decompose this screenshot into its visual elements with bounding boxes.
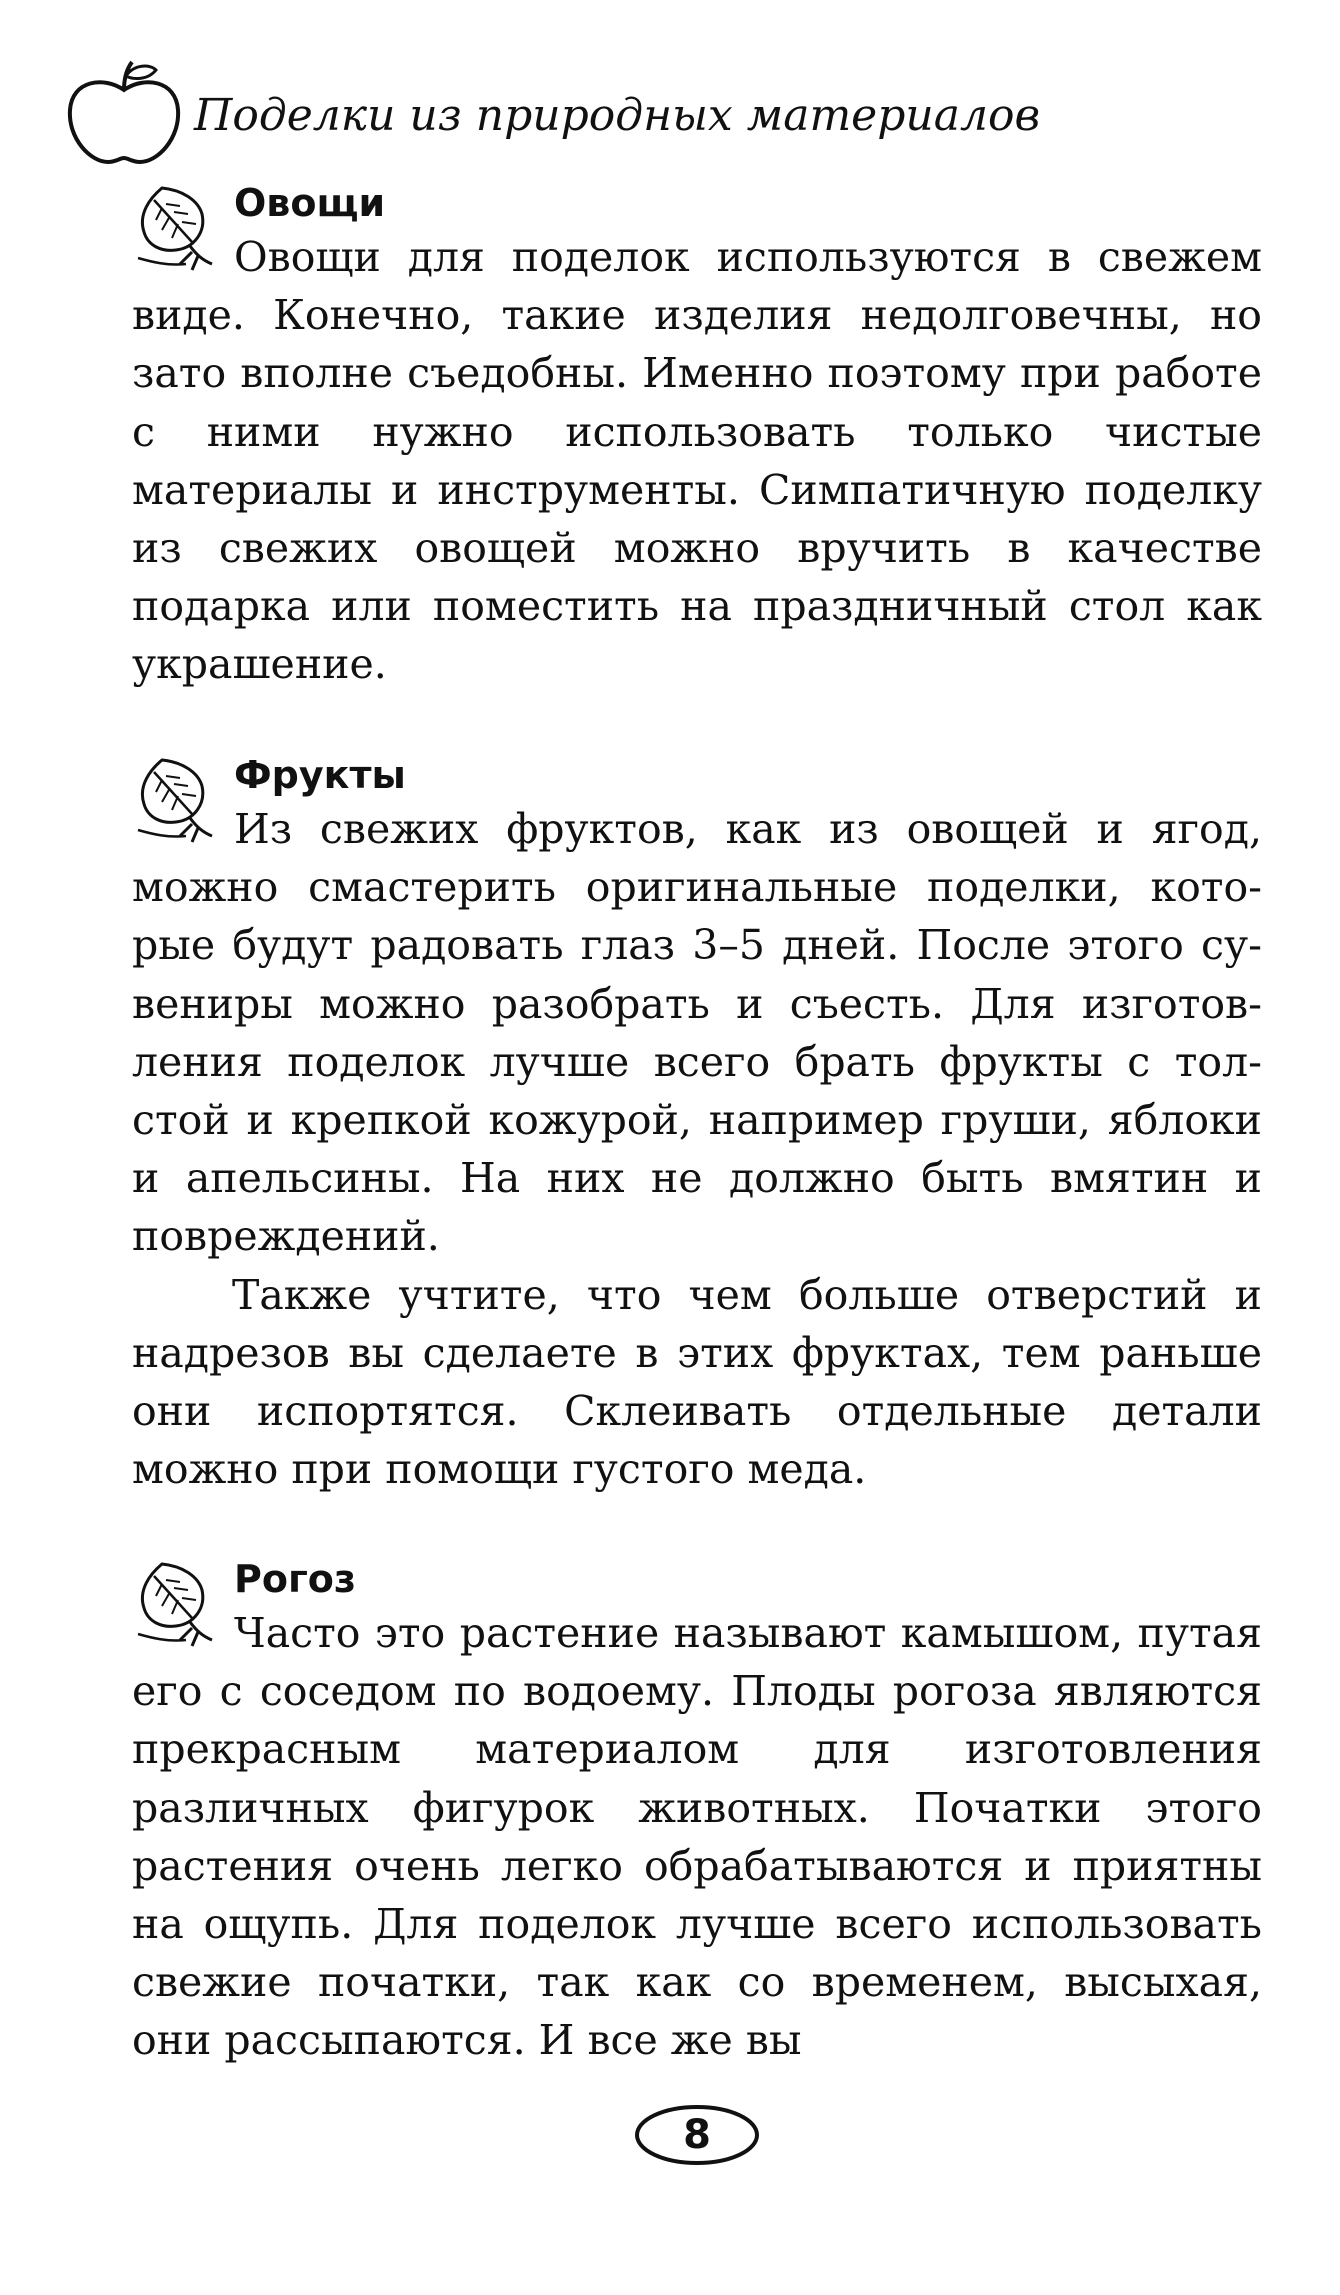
paragraph: Из свежих фруктов, как из овощей и ягод, можно смастерить оригинальные поделки, которые будут радовать глаз 3–5 дней. После этого сувениры можно разобрать и съесть. Для изготовления поделок лучше всего брать фрукты с толстой и крепкой кожурой, например груши, яблоки и апельсины. На них не должно быть вмятин и повреждений.: [132, 805, 1262, 1261]
section-body: [132, 800, 1262, 1498]
paragraph: Также учтите, что чем больше отверстий и надрезов вы сделаете в этих фруктах, тем раньше они испортятся. Склеивать отдельные детали можно при помощи густого меда.: [132, 1270, 1262, 1494]
page-number-badge: [632, 2102, 762, 2168]
section-heading: Фрукты: [234, 753, 406, 797]
page-number: 8: [683, 2112, 711, 2158]
section-body: [132, 228, 1262, 694]
paragraph: Овощи для поделок используются в свежем виде. Конечно, такие изделия недолговечны, но зато вполне съедобны. Именно поэтому при работе с ними нужно использовать только чистые материалы и инструменты. Симпатичную поделку из свежих овощей можно вручить в качестве подарка или поместить на праздничный стол как украшение.: [132, 233, 1262, 689]
running-header: [64, 58, 1264, 168]
paragraph: Часто это растение называют камышом, путая его с соседом по водоему. Плоды рогоза являются прекрасным материалом для изготовления различных фигурок животных. Початки этого растения очень легко обрабатываются и приятны на ощупь. Для поделок лучше всего использовать свежие початки, так как со временем, высыхая, они рассыпаются. И все же вы: [132, 1609, 1262, 2065]
running-header-title: Поделки из природных материалов: [194, 90, 1041, 141]
section-heading: Рогоз: [234, 1557, 356, 1601]
section-heading: Овощи: [234, 181, 386, 225]
apple-icon: [64, 58, 184, 168]
section-body: [132, 1604, 1262, 2070]
